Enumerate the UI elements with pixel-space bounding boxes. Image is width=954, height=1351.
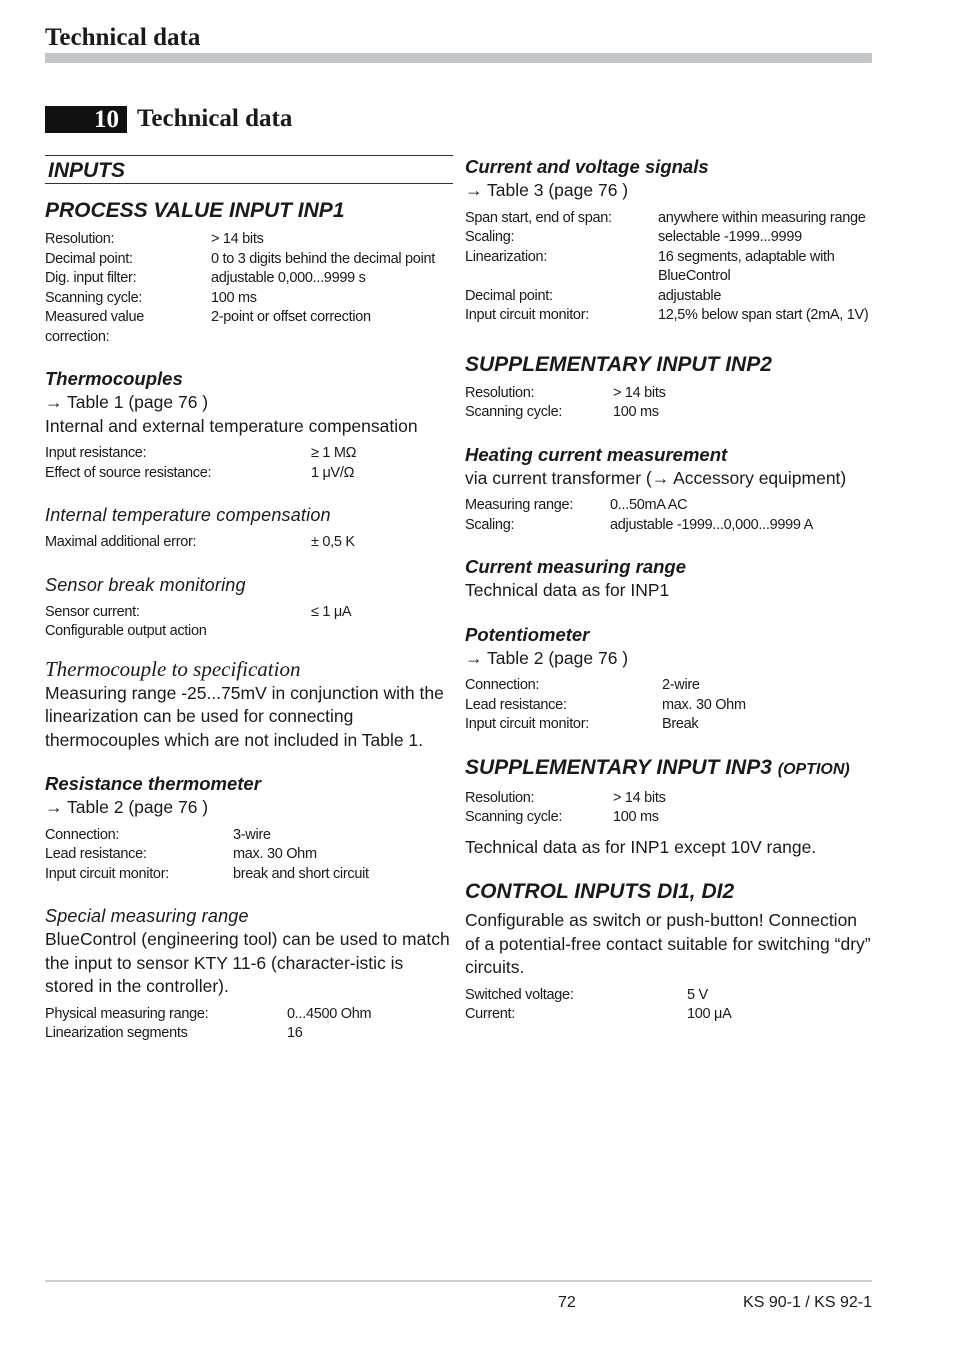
spec-row: [45, 269, 453, 289]
cvs-ref: → Table 3 (page 76 ): [465, 180, 629, 200]
pot-ref: → Table 2 (page 76 ): [465, 647, 629, 668]
spec-row: [45, 622, 453, 642]
hcm-text: via current transformer (→ Accessory equipment): [465, 467, 847, 488]
spec-value: break and short circuit: [233, 865, 369, 882]
hcm-table: [465, 496, 875, 535]
spec-label: Input circuit monitor:: [465, 716, 589, 732]
cvs-heading: Current and voltage signals: [465, 156, 709, 177]
spec-value: 16 segments, adaptable with BlueControl: [658, 248, 835, 284]
spec-row: [465, 696, 875, 716]
cmr-text: Technical data as for INP1: [465, 580, 670, 600]
tc-heading: Thermocouples: [45, 368, 183, 389]
spec-label: Dig. input filter:: [45, 270, 137, 286]
pot-table: [465, 676, 875, 735]
spec-label: Resolution:: [465, 384, 535, 401]
spec-value: adjustable -1999...0,000...9999 A: [610, 516, 813, 533]
spec-value: 16: [287, 1025, 303, 1041]
itc-heading: Internal temperature compensation: [45, 505, 331, 525]
spec-value: max. 30 Ohm: [662, 696, 746, 713]
right-column: [465, 155, 875, 1025]
inp3-table: [465, 789, 875, 828]
spec-value: 100 ms: [613, 809, 659, 825]
itc-table: [45, 533, 453, 553]
spec-label: Linearization segments: [45, 1025, 188, 1041]
spec-value: adjustable 0,000...9999 s: [211, 270, 366, 286]
spec-value: ≤ 1 μA: [311, 603, 352, 620]
spec-label: Sensor current:: [45, 603, 140, 620]
spec-value: 100 ms: [613, 404, 659, 420]
spec-label: Connection:: [465, 677, 540, 693]
spec-label: Input circuit monitor:: [465, 307, 589, 323]
spec-value: 5 V: [687, 986, 708, 1003]
spec-value: selectable -1999...9999: [658, 229, 802, 245]
spec-row: [45, 250, 453, 270]
spec-row: [465, 384, 875, 404]
spec-row: [465, 1005, 875, 1025]
di-heading: CONTROL INPUTS DI1, DI2: [465, 880, 735, 903]
pot-heading: Potentiometer: [465, 623, 590, 645]
rt-ref: → Table 2 (page 76 ): [45, 797, 209, 817]
tc-table: [45, 444, 453, 483]
spec-label: Decimal point:: [45, 250, 133, 267]
rt-heading: Resistance thermometer: [45, 773, 261, 794]
pv-table: [45, 230, 453, 347]
spec-value: adjustable: [658, 287, 722, 304]
spec-label: Input resistance:: [45, 445, 147, 461]
spec-value: > 14 bits: [613, 789, 666, 806]
chapter-number: 10: [45, 106, 127, 133]
spec-label: Current:: [465, 1006, 515, 1022]
spec-label: Scaling:: [465, 516, 515, 533]
spec-value: Break: [662, 716, 699, 732]
spec-row: [45, 444, 453, 464]
spec-value: 100 ms: [211, 289, 257, 306]
spec-label: Scanning cycle:: [465, 809, 563, 825]
spec-label: Maximal additional error:: [45, 534, 197, 550]
spec-value: 100 μA: [687, 1006, 732, 1022]
sbm-table: [45, 603, 453, 642]
spec-row: [465, 403, 875, 423]
spec-label: Lead resistance:: [465, 696, 567, 713]
spec-value: 12,5% below span start (2mA, 1V): [658, 307, 869, 323]
spec-label: Input circuit monitor:: [45, 865, 169, 882]
spec-label: Measuring range:: [465, 497, 574, 513]
cvs-table: [465, 209, 875, 326]
spec-value: 0 to 3 digits behind the decimal point: [211, 250, 435, 267]
spec-value: anywhere within measuring range: [658, 209, 866, 226]
spec-value: [311, 622, 453, 642]
smr-text: BlueControl (engineering tool) can be used to match the input to sensor KTY 11-6 (character-istic is stored in the controller).: [45, 929, 450, 996]
spec-row: [45, 308, 453, 347]
spec-value: 2-wire: [662, 677, 700, 693]
spec-label: Scanning cycle:: [465, 404, 563, 420]
spec-row: [465, 496, 875, 516]
page-number: 72: [558, 1294, 576, 1311]
spec-value: max. 30 Ohm: [233, 846, 317, 862]
spec-label: Decimal point:: [465, 287, 553, 304]
spec-row: [45, 533, 453, 553]
inp3-heading-option: (OPTION): [777, 760, 850, 778]
chapter-title: Technical data: [137, 105, 293, 132]
spec-label: Lead resistance:: [45, 846, 147, 862]
sbm-heading: Sensor break monitoring: [45, 574, 246, 595]
spec-label: Resolution:: [465, 789, 535, 806]
spec-value: > 14 bits: [613, 384, 666, 401]
tc-text: Internal and external temperature compensation: [45, 415, 418, 436]
di-table: [465, 986, 875, 1025]
inp3-text: Technical data as for INP1 except 10V range.: [465, 836, 817, 857]
footer-rule: [45, 1280, 872, 1282]
spec-row: [465, 516, 875, 536]
hcm-heading: Heating current measurement: [465, 443, 728, 465]
spec-row: [45, 464, 453, 484]
spec-row: [45, 289, 453, 309]
spec-label: Measured value correction:: [45, 309, 144, 345]
spec-label: Configurable output action: [45, 623, 207, 639]
spec-row: [45, 1005, 453, 1025]
spec-value: 3-wire: [233, 826, 271, 843]
spec-label: Resolution:: [45, 231, 115, 247]
spec-value: 0...4500 Ohm: [287, 1005, 372, 1022]
tcs-text: Measuring range -25...75mV in conjunction with the linearization can be used for connecting thermocouples which are not included in Table 1.: [45, 682, 444, 750]
spec-row: [45, 826, 453, 846]
spec-value: ≥ 1 MΩ: [311, 445, 357, 461]
running-title: Technical data: [45, 24, 201, 51]
di-text: Configurable as switch or push-button! Connection of a potential-free contact suitable for switching “dry” circuits.: [465, 910, 871, 977]
spec-value: ± 0,5 K: [311, 534, 355, 550]
pv-heading: PROCESS VALUE INPUT INP1: [45, 199, 345, 222]
chapter-heading: [45, 104, 292, 134]
spec-label: Effect of source resistance:: [45, 464, 212, 481]
spec-value: > 14 bits: [211, 231, 264, 247]
spec-row: [465, 789, 875, 809]
left-column: [45, 155, 453, 1044]
spec-label: Connection:: [45, 826, 120, 843]
inp2-table: [465, 384, 875, 423]
spec-row: [45, 865, 453, 885]
document-id: KS 90-1 / KS 92-1: [743, 1294, 872, 1311]
tcs-heading: Thermocouple to specification: [45, 656, 301, 681]
spec-value: 2-point or offset correction: [211, 309, 371, 325]
spec-row: [465, 986, 875, 1006]
spec-row: [465, 715, 875, 735]
spec-row: [45, 230, 453, 250]
spec-row: [45, 603, 453, 623]
spec-row: [45, 1024, 453, 1044]
spec-row: [465, 306, 875, 326]
header-bar: [45, 53, 872, 63]
spec-value: 1 μV/Ω: [311, 464, 355, 481]
smr-table: [45, 1005, 453, 1044]
spec-row: [465, 209, 875, 229]
cmr-heading: Current measuring range: [465, 556, 687, 577]
tc-ref: → Table 1 (page 76 ): [45, 392, 209, 412]
inp3-heading: [465, 755, 875, 783]
spec-label: Physical measuring range:: [45, 1005, 209, 1022]
inputs-heading: INPUTS: [45, 155, 453, 184]
inp2-heading: SUPPLEMENTARY INPUT INP2: [465, 352, 772, 376]
spec-label: Scanning cycle:: [45, 289, 143, 306]
rt-table: [45, 826, 453, 885]
inp3-heading-main: SUPPLEMENTARY INPUT INP3: [465, 755, 772, 779]
spec-label: Scaling:: [465, 229, 515, 245]
spec-row: [465, 287, 875, 307]
spec-row: [465, 228, 875, 248]
spec-label: Switched voltage:: [465, 986, 574, 1003]
spec-row: [465, 808, 875, 828]
spec-row: [465, 676, 875, 696]
smr-heading: Special measuring range: [45, 906, 249, 926]
spec-label: Span start, end of span:: [465, 209, 612, 226]
spec-label: Linearization:: [465, 248, 548, 265]
spec-value: 0...50mA AC: [610, 497, 688, 513]
spec-row: [45, 845, 453, 865]
spec-row: [465, 248, 875, 287]
